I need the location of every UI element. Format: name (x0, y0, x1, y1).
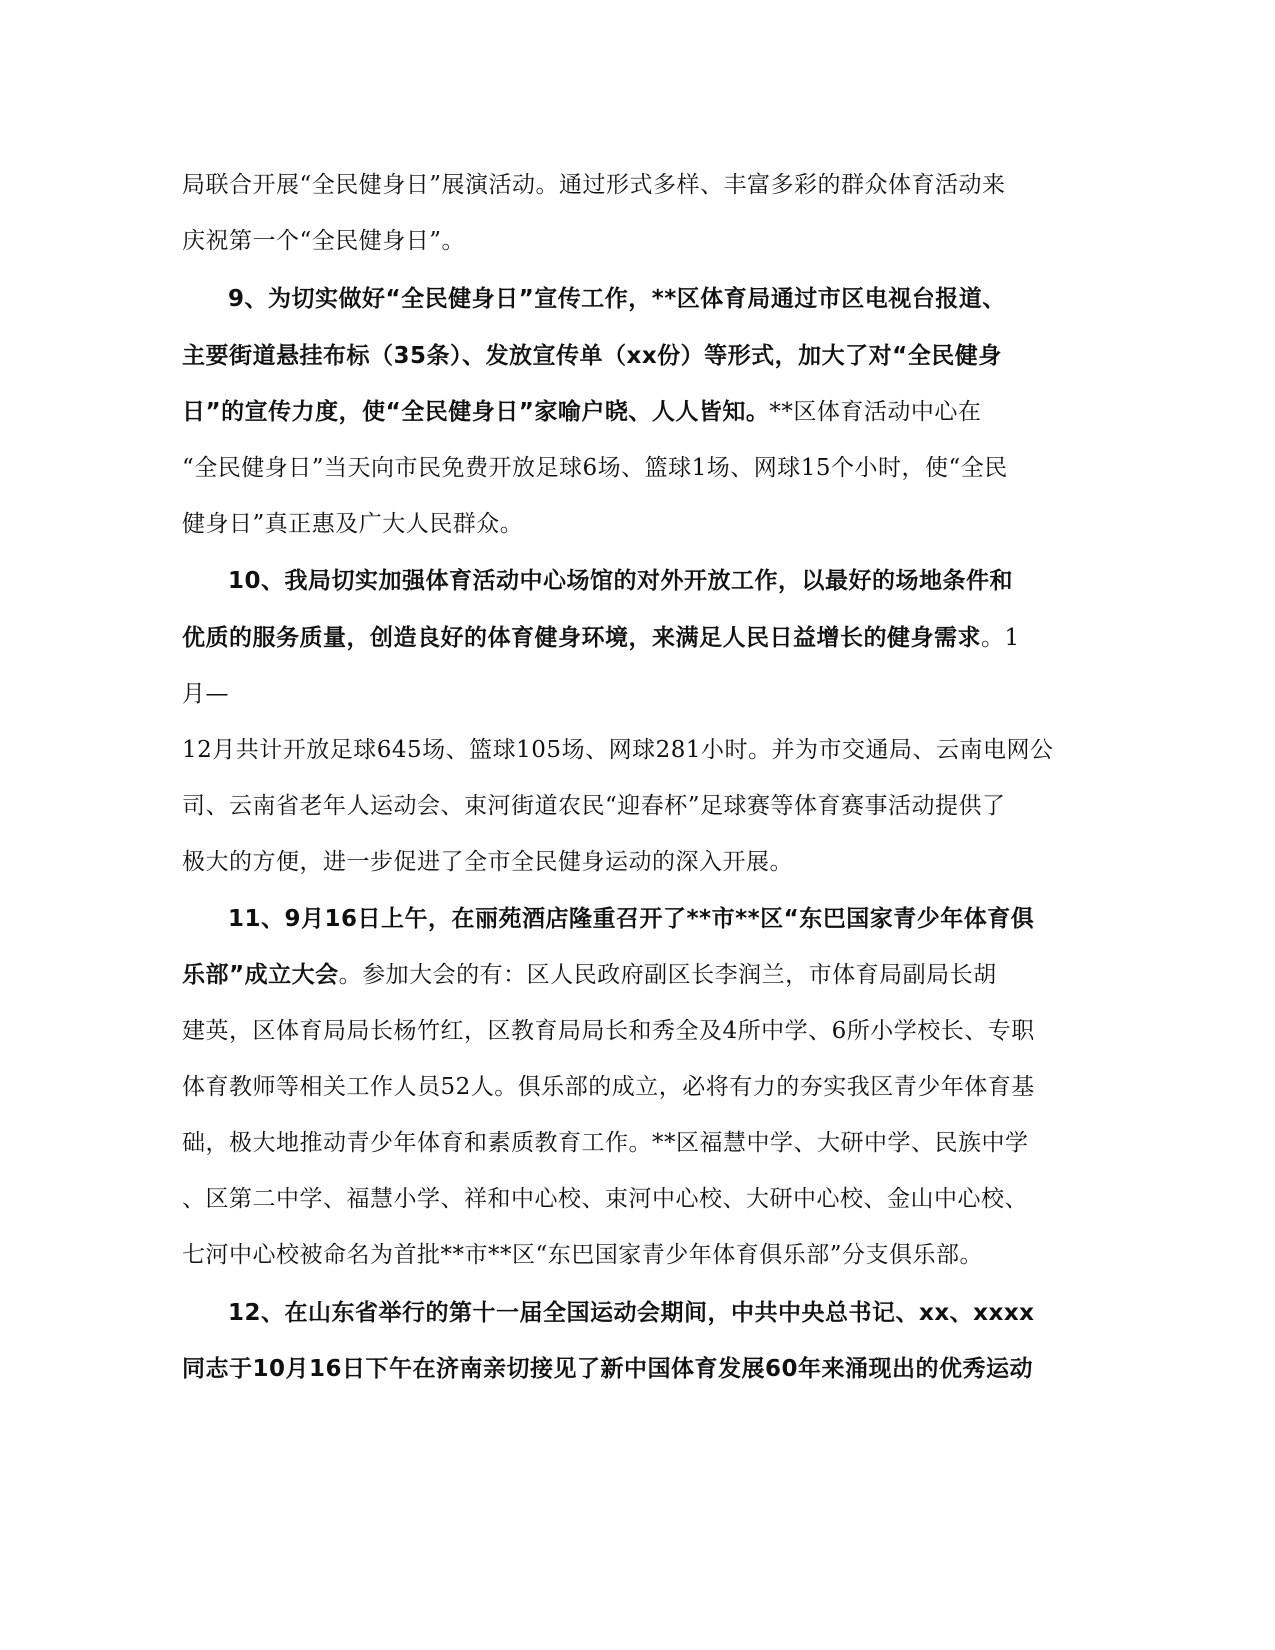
paragraph-9-line-3 (182, 397, 1092, 427)
paragraph-11-line-2-normal: 。参加大会的有：区人民政府副区长李润兰，市体育局副局长胡 (338, 962, 997, 988)
paragraph-10-line-1: 10、我局切实加强体育活动中心场馆的对外开放工作，以最好的场地条件和 (228, 568, 1014, 594)
paragraph-10-line-4: 12月共计开放足球645场、篮球105场、网球281小时。并为市交通局、云南电网公 (182, 737, 1054, 763)
paragraph-11-line-1: 11、9月16日上午，在丽苑酒店隆重召开了**市**区“东巴国家青少年体育俱 (228, 906, 1035, 932)
paragraph-11-line-7: 七河中心校被命名为首批**市**区“东巴国家青少年体育俱乐部”分支俱乐部。 (182, 1242, 984, 1268)
paragraph-11-line-6: 、区第二中学、福慧小学、祥和中心校、束河中心校、大研中心校、金山中心校、 (182, 1186, 1028, 1212)
paragraph-9-line-1: 9、为切实做好“全民健身日”宣传工作，**区体育局通过市区电视台报道、 (228, 286, 1006, 312)
paragraph-9-line-4: “全民健身日”当天向市民免费开放足球6场、篮球1场、网球15个小时，使“全民 (182, 455, 1008, 481)
paragraph-10-line-2 (182, 623, 1092, 653)
paragraph-10-line-6: 极大的方便，进一步促进了全市全民健身运动的深入开展。 (182, 849, 793, 875)
paragraph-10-line-5: 司、云南省老年人运动会、束河街道农民“迎春杯”足球赛等体育赛事活动提供了 (182, 793, 1006, 819)
paragraph-11-line-2-bold: 乐部”成立大会 (182, 962, 339, 988)
paragraph-11-line-3: 建英，区体育局局长杨竹红，区教育局局长和秀全及4所中学、6所小学校长、专职 (182, 1018, 1035, 1044)
paragraph-9-line-3-bold: 日”的宣传力度，使“全民健身日”家喻户晓、人人皆知。 (182, 399, 770, 425)
paragraph-9-line-2: 主要街道悬挂布标（35条）、发放宣传单（xx份）等形式，加大了对“全民健身 (182, 343, 1002, 369)
paragraph-11-line-2 (182, 960, 1092, 990)
paragraph-11-line-5: 础，极大地推动青少年体育和素质教育工作。**区福慧中学、大研中学、民族中学 (182, 1130, 1029, 1156)
paragraph-8-line-1: 局联合开展“全民健身日”展演活动。通过形式多样、丰富多彩的群众体育活动来 (182, 172, 1006, 198)
paragraph-11-line-4: 体育教师等相关工作人员52人。俱乐部的成立，必将有力的夯实我区青少年体育基 (182, 1074, 1035, 1100)
paragraph-9-line-5: 健身日”真正惠及广大人民群众。 (182, 511, 524, 537)
paragraph-9-line-3-normal: **区体育活动中心在 (769, 399, 982, 425)
paragraph-12-line-1: 12、在山东省举行的第十一届全国运动会期间，中共中央总书记、xx、xxxx (228, 1300, 1035, 1326)
paragraph-12-line-2: 同志于10月16日下午在济南亲切接见了新中国体育发展60年来涌现出的优秀运动 (182, 1356, 1034, 1382)
paragraph-8-line-2: 庆祝第一个“全民健身日”。 (182, 228, 466, 254)
paragraph-10-line-2-bold: 优质的服务质量，创造良好的体育健身环境，来满足人民日益增长的健身需求 (182, 625, 981, 651)
paragraph-10-line-2-normal: 。1 (981, 625, 1020, 651)
paragraph-10-line-3: 月— (182, 681, 229, 707)
